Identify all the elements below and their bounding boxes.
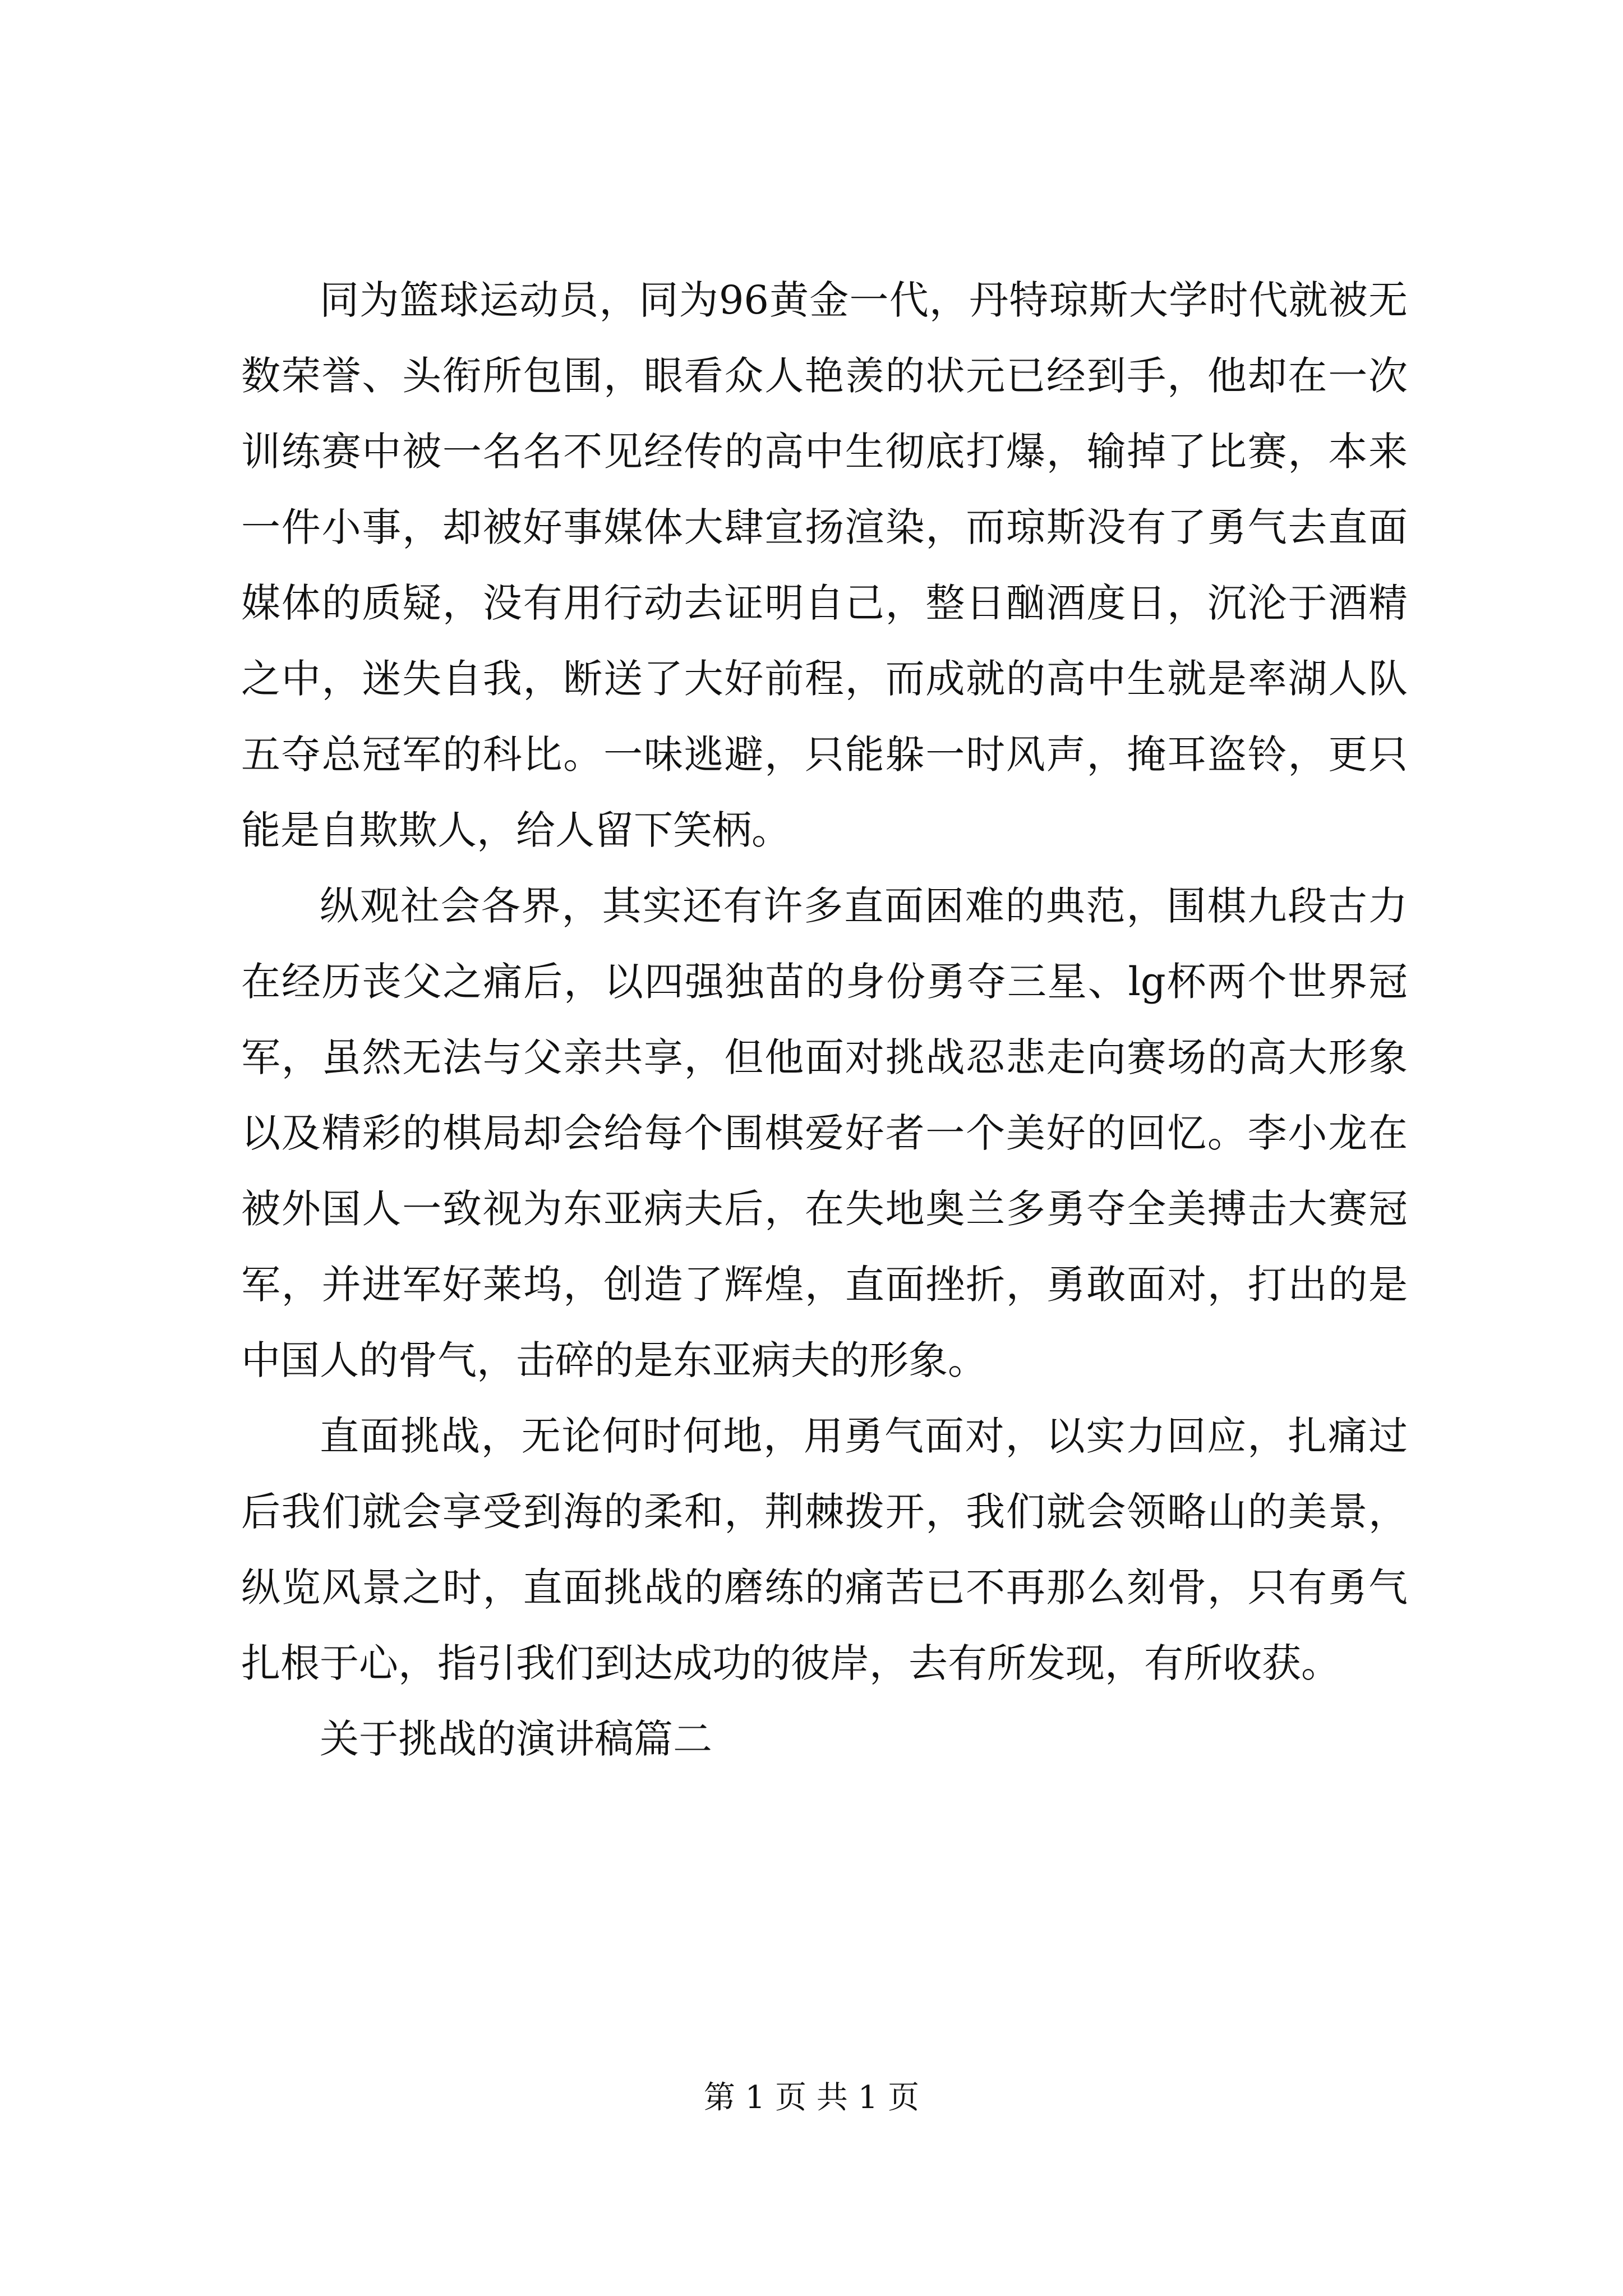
document-body — [241, 263, 1408, 1777]
page-footer: 第 1 页 共 1 页 — [703, 2079, 920, 2116]
paragraph-jones-kobe: 同为篮球运动员，同为96黄金一代，丹特琼斯大学时代就被无数荣誉、头衔所包围，眼看众人艳羡的状元已经到手，他却在一次训练赛中被一名名不见经传的高中生彻底打爆，输掉了比赛，本来一件小事，却被好事媒体大肆宣扬渲染，而琼斯没有了勇气去直面媒体的质疑，没有用行动去证明自己，整日酗酒度日，沉沦于酒精之中，迷失自我，断送了大好前程，而成就的高中生就是率湖人队五夺总冠军的科比。一味逃避，只能躲一时风声，掩耳盗铃，更只能是自欺欺人，给人留下笑柄。 — [241, 277, 1408, 853]
paragraph-face-challenge: 直面挑战，无论何时何地，用勇气面对，以实力回应，扎痛过后我们就会享受到海的柔和，荆棘拨开，我们就会领略山的美景，纵览风景之时，直面挑战的磨练的痛苦已不再那么刻骨，只有勇气扎根于心，指引我们到达成功的彼岸，去有所发现，有所收获。 — [241, 1413, 1408, 1686]
section-heading-part-two: 关于挑战的演讲稿篇二 — [320, 1716, 712, 1762]
paragraph-guli-brucelee: 纵观社会各界，其实还有许多直面困难的典范，围棋九段古力在经历丧父之痛后，以四强独苗的身份勇夺三星、lg杯两个世界冠军，虽然无法与父亲共享，但他面对挑战忍悲走向赛场的高大形象以及精彩的棋局却会给每个围棋爱好者一个美好的回忆。李小龙在被外国人一致视为东亚病夫后，在失地奥兰多勇夺全美搏击大赛冠军，并进军好莱坞，创造了辉煌，直面挫折，勇敢面对，打出的是中国人的骨气，击碎的是东亚病夫的形象。 — [241, 883, 1408, 1383]
